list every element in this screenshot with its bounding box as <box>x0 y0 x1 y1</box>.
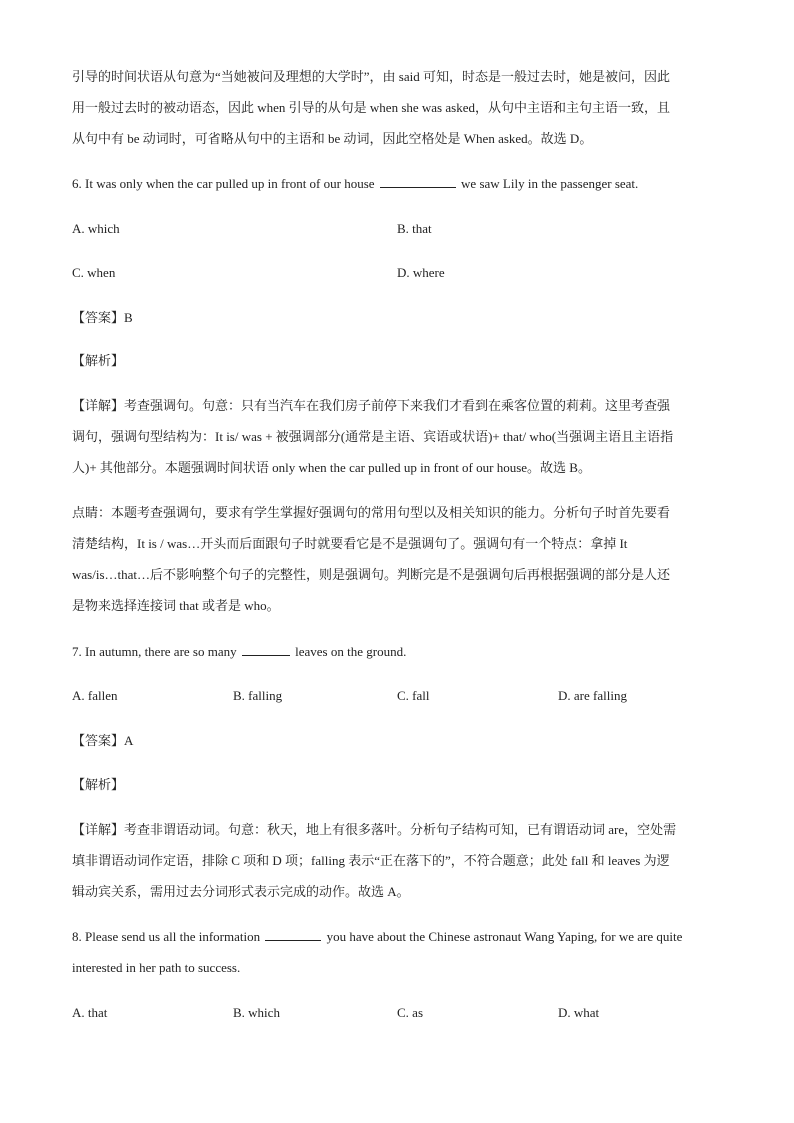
q7-detail-line-1: 【详解】考查非谓语动词。句意：秋天，地上有很多落叶。分析句子结构可知，已有谓语动词 are，空处需 <box>72 822 677 837</box>
q7-stem-before: 7. In autumn, there are so many <box>72 644 237 659</box>
q6-option-b: B. that <box>397 221 432 236</box>
q6-option-d: D. where <box>397 265 445 280</box>
q7-option-d: D. are falling <box>558 688 627 703</box>
q6-option-c: C. when <box>72 265 116 280</box>
q7-detail-line-3: 辑动宾关系，需用过去分词形式表示完成的动作。故选 A。 <box>72 884 410 899</box>
q7-detail-line-2: 填非谓语动词作定语，排除 C 项和 D 项；falling 表示“正在落下的”，不符合题意；此处 fall 和 leaves 为逻 <box>72 853 670 868</box>
intro-line-1: 引导的时间状语从句意为“当她被问及理想的大学时”，由 said 可知，时态是一般过去时，她是被问，因此 <box>72 69 670 84</box>
q8-stem <box>72 928 682 946</box>
q6-answer: 【答案】B <box>72 310 133 325</box>
q7-option-b: B. falling <box>233 688 283 703</box>
q6-stem <box>72 175 638 193</box>
q8-stem-after: you have about the Chinese astronaut Wang Yaping, for we are quite <box>326 929 683 944</box>
q6-analysis-label: 【解析】 <box>72 353 125 368</box>
q7-option-a: A. fallen <box>72 688 118 703</box>
q8-option-d: D. what <box>558 1005 600 1020</box>
q6-tip-line-1: 点睛：本题考查强调句，要求有学生掌握好强调句的常用句型以及相关知识的能力。分析句子时首先要看 <box>72 505 671 520</box>
intro-line-2: 用一般过去时的被动语态，因此 when 引导的从句是 when she was asked，从句中主语和主句主语一致，且 <box>72 100 670 115</box>
q7-option-c: C. fall <box>397 688 430 703</box>
q6-stem-after: we saw Lily in the passenger seat. <box>461 176 639 191</box>
q6-tip-line-3: was/is…that…后不影响整个句子的完整性，则是强调句。判断完是不是强调句后再根据强调的部分是人还 <box>72 567 670 582</box>
q8-option-b: B. which <box>233 1005 280 1020</box>
q6-detail-line-2: 调句，强调句型结构为：It is/ was + 被强调部分(通常是主语、宾语或状语)+ that/ who(当强调主语且主语指 <box>72 429 674 444</box>
q7-stem <box>72 643 406 661</box>
q6-tip-line-4: 是物来选择连接词 that 或者是 who。 <box>72 598 280 613</box>
q8-stem-line-2: interested in her path to success. <box>72 960 241 975</box>
intro-line-3: 从句中有 be 动词时，可省略从句中的主语和 be 动词，因此空格处是 When asked。故选 D。 <box>72 131 593 146</box>
q8-option-a: A. that <box>72 1005 108 1020</box>
q6-option-a: A. which <box>72 221 120 236</box>
q8-stem-before: 8. Please send us all the information <box>72 929 261 944</box>
q6-tip-line-2: 清楚结构，It is / was…开头而后面跟句子时就要看它是不是强调句了。强调句有一个特点：拿掉 It <box>72 536 628 551</box>
q7-answer: 【答案】A <box>72 733 134 748</box>
q6-detail-line-3: 人)+ 其他部分。本题强调时间状语 only when the car pulled up in front of our house。故选 B。 <box>72 460 591 475</box>
q6-detail-line-1: 【详解】考查强调句。句意：只有当汽车在我们房子前停下来我们才看到在乘客位置的莉莉。这里考查强 <box>72 398 671 413</box>
q6-blank <box>380 175 456 188</box>
q6-stem-before: 6. It was only when the car pulled up in front of our house <box>72 176 375 191</box>
q7-blank <box>242 643 290 656</box>
q8-blank <box>265 928 321 941</box>
q8-option-c: C. as <box>397 1005 423 1020</box>
q7-analysis-label: 【解析】 <box>72 777 125 792</box>
q7-stem-after: leaves on the ground. <box>295 644 407 659</box>
